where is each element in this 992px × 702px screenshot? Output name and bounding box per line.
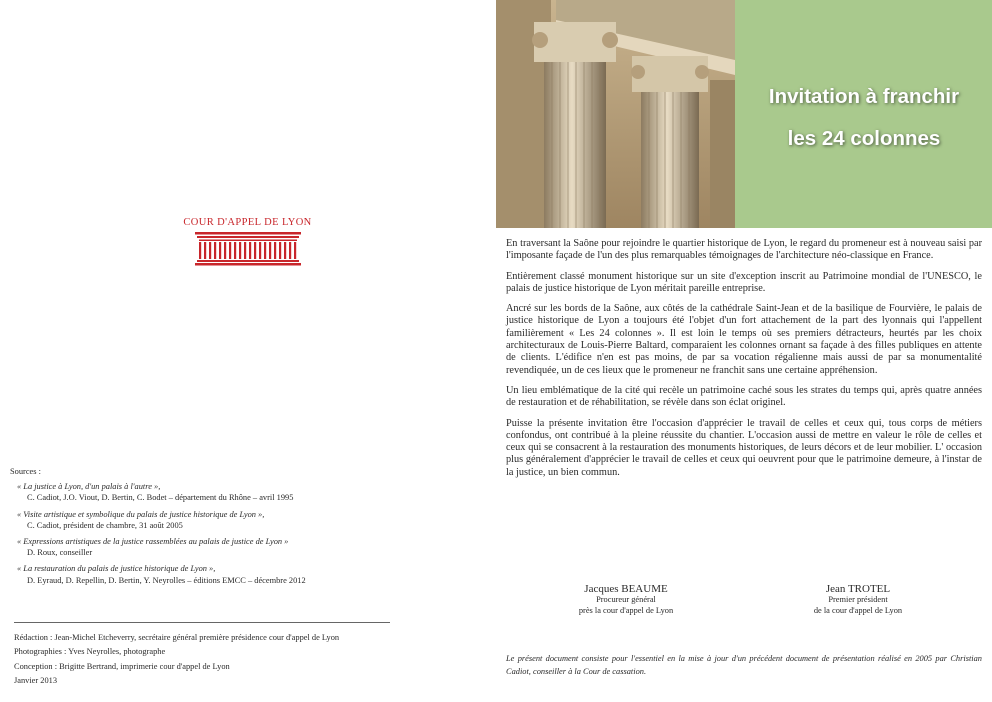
source-title: « La justice à Lyon, d'un palais à l'autre », bbox=[17, 482, 161, 492]
logo-text: COUR D'APPEL DE LYON bbox=[183, 217, 312, 228]
signature-trotel bbox=[778, 583, 938, 616]
signature-role: Premier président bbox=[828, 595, 888, 604]
hero-title-line1: Invitation à franchir bbox=[768, 85, 960, 108]
credits bbox=[14, 631, 339, 689]
source-detail: C. Cadiot, J.O. Viout, D. Bertin, C. Bodet – département du Rhône – avril 1995 bbox=[27, 493, 294, 503]
signature-role: de la cour d'appel de Lyon bbox=[813, 605, 903, 615]
source-title: « Expressions artistiques de la justice rassemblées au palais de justice de Lyon » bbox=[17, 537, 289, 547]
sources-title: Sources : bbox=[10, 467, 41, 476]
signature-role: près la cour d'appel de Lyon bbox=[578, 605, 674, 615]
credit-redaction: Rédaction : Jean-Michel Etcheverry, secrétaire général première présidence cour d'appel de Lyon bbox=[14, 633, 340, 642]
source-detail: D. Roux, conseiller bbox=[27, 548, 93, 558]
body-paragraph: Entièrement classé monument historique sur un site d'exception inscrit au Patrimoine mondial de l'UNESCO, le palais de justice historique de Lyon méritait pareille entreprise. bbox=[506, 270, 982, 294]
courthouse-logo-icon bbox=[193, 232, 303, 266]
body-paragraph: Puisse la présente invitation être l'occasion d'apprécier le travail de celles et ceux qui, tous corps de métiers confondus, ont contribué à la pleine réussite du chantier. L'occasion aussi de mettre en valeur le rôle de celles et ceux qui se consacrent à la restauration des monuments historiques, de leurs décors et de leur mobilier. L' occasion plus généralement d'apprécier le travail de celles et ceux qui oeuvrent pour que le patrimoine demeure, à l'instar de la justice, un bien commun. bbox=[506, 417, 982, 478]
credit-conception: Conception : Brigitte Bertrand, imprimerie cour d'appel de Lyon bbox=[14, 661, 230, 671]
source-title: « Visite artistique et symbolique du palais de justice historique de Lyon », bbox=[17, 509, 265, 519]
right-page bbox=[496, 0, 992, 702]
signature-name: Jacques BEAUME bbox=[584, 583, 668, 595]
source-item bbox=[17, 563, 490, 585]
source-detail: C. Cadiot, président de chambre, 31 août 2005 bbox=[27, 520, 183, 530]
hero-title-line2: les 24 colonnes bbox=[787, 127, 941, 150]
source-item bbox=[17, 481, 490, 503]
body-paragraph: Un lieu emblématique de la cité qui recèle un patrimoine caché sous les strates du temps qui, après quatre années de restauration et de réhabilitation, se révèle dans son éclat originel. bbox=[506, 384, 982, 409]
columns-photo bbox=[496, 0, 735, 228]
body-paragraph: Ancré sur les bords de la Saône, aux côtés de la cathédrale Saint-Jean et de la basilique de Fourvière, le palais de justice historique de Lyon a toujours été l'objet d'un fort attachement de la part des lyonnais qui l'appellent familièrement « Les 24 colonnes ». Il est loin le temps où ses premiers détracteurs, heurtés par les choix architecturaux de Louis-Pierre Baltard, comparaient les colonnes ornant sa façade à des filles publiques en attente de clients. L'édifice n'en est pas moins, de par sa vocation régalienne mais aussi de par sa monumentalité revendiquée, un de ces lieux que le promeneur ne franchit sans une certaine appréhension. bbox=[506, 303, 982, 376]
hero-title bbox=[736, 76, 992, 160]
sources-section bbox=[10, 466, 490, 591]
body-paragraph: En traversant la Saône pour rejoindre le quartier historique de Lyon, le regard du promeneur est à nouveau saisi par l'imposante façade de l'un des plus remarquables témoignages de l'architecture néo-classique en France. bbox=[506, 238, 982, 262]
footnote: Le présent document consiste pour l'essentiel en la mise à jour d'un précédent document de présentation réalisé en 2005 par Christian Cadiot, conseiller à la Cour de cassation. bbox=[506, 654, 982, 676]
source-title: « La restauration du palais de justice historique de Lyon », bbox=[17, 564, 216, 574]
signature-name: Jean TROTEL bbox=[825, 583, 891, 595]
credits-divider bbox=[14, 622, 390, 623]
signature-role: Procureur général bbox=[596, 595, 656, 604]
credit-photographies: Photographies : Yves Neyrolles, photographe bbox=[14, 647, 166, 657]
credit-date: Janvier 2013 bbox=[14, 676, 58, 686]
hero-banner bbox=[496, 0, 992, 228]
signature-beaume bbox=[546, 583, 706, 616]
court-logo bbox=[175, 217, 320, 266]
source-item bbox=[17, 509, 490, 531]
body-text bbox=[506, 238, 982, 487]
source-item bbox=[17, 536, 490, 558]
source-detail: D. Eyraud, D. Repellin, D. Bertin, Y. Neyrolles – éditions EMCC – décembre 2012 bbox=[27, 575, 306, 585]
